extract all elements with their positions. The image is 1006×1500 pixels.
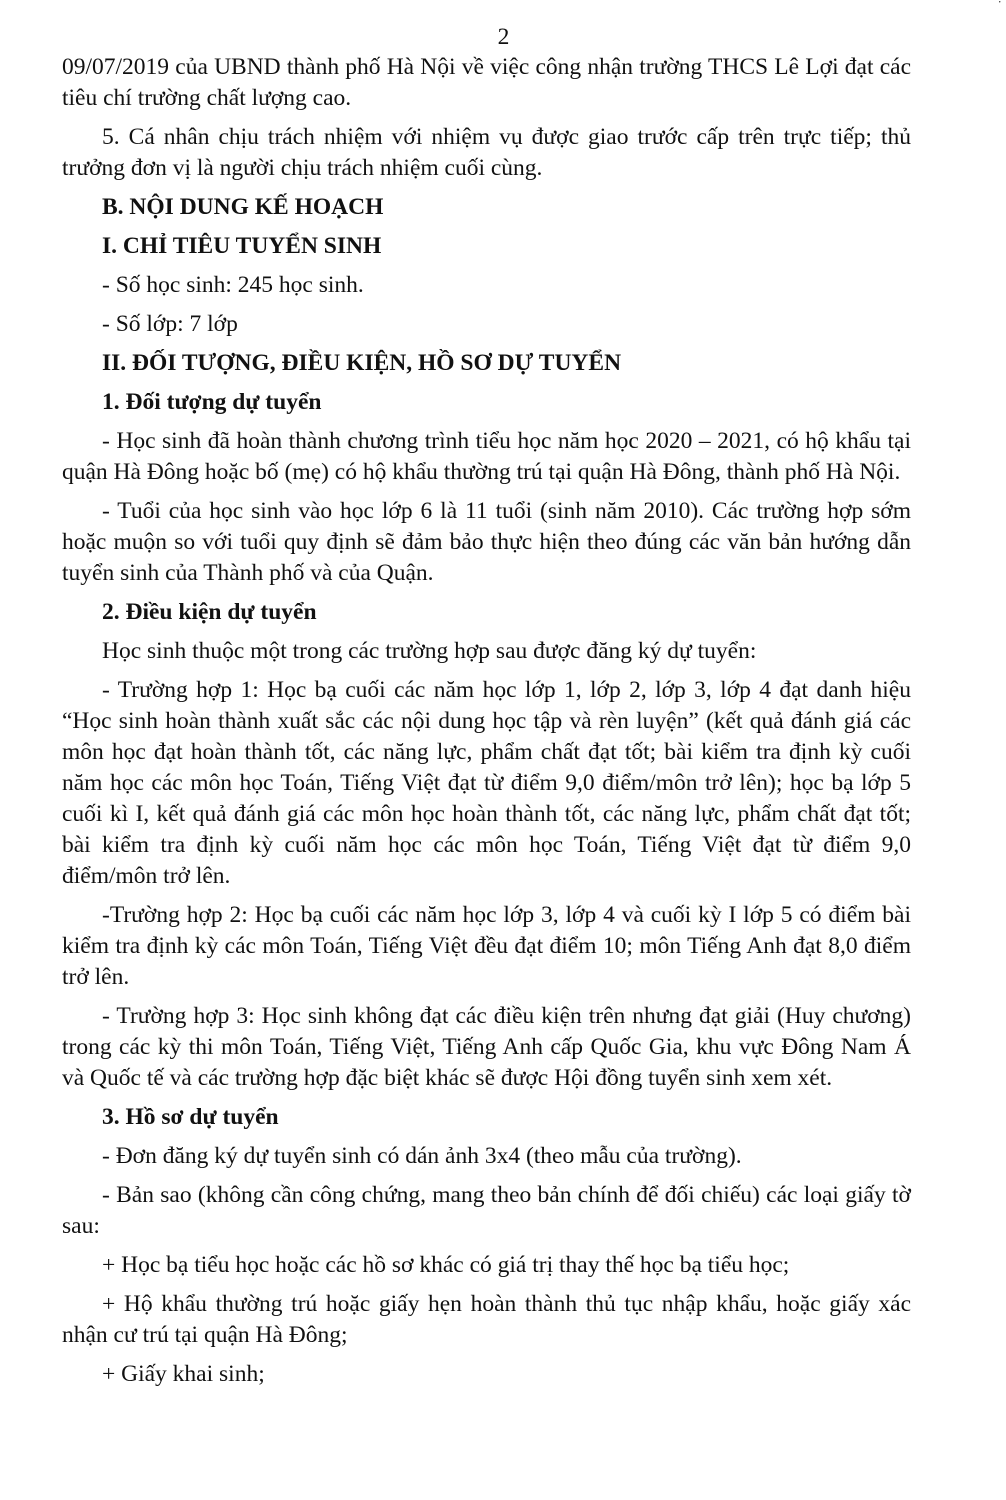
paragraph-doc-birth-certificate: + Giấy khai sinh;: [102, 1361, 265, 1387]
page-number: 2: [497, 24, 510, 50]
paragraph-applicant-residence: - Học sinh đã hoàn thành chương trình tiểu học năm học 2020 – 2021, có hộ khẩu tại quận Hà Đông hoặc bố (mẹ) có hộ khẩu thường trú tại quận Hà Đông, thành phố Hà Nội.: [62, 428, 911, 485]
paragraph-conditions-intro: Học sinh thuộc một trong các trường hợp sau được đăng ký dự tuyển:: [102, 638, 757, 664]
paragraph-responsibility: 5. Cá nhân chịu trách nhiệm với nhiệm vụ được giao trước cấp trên trực tiếp; thủ trưởng đơn vị là người chịu trách nhiệm cuối cùng.: [62, 124, 911, 181]
list-item-classes: - Số lớp: 7 lớp: [102, 311, 238, 337]
scan-mark: ˙: [997, 0, 1002, 14]
paragraph-doc-form: - Đơn đăng ký dự tuyển sinh có dán ảnh 3x4 (theo mẫu của trường).: [102, 1143, 742, 1169]
paragraph-case-3: - Trường hợp 3: Học sinh không đạt các điều kiện trên nhưng đạt giải (Huy chương) trong các kỳ thi môn Toán, Tiếng Việt, Tiếng Anh cấp Quốc Gia, khu vực Đông Nam Á và Quốc tế và các trường hợp đặc biệt khác sẽ được Hội đồng tuyển sinh xem xét.: [62, 1003, 911, 1091]
paragraph-doc-transcript: + Học bạ tiểu học hoặc các hồ sơ khác có giá trị thay thế học bạ tiểu học;: [102, 1252, 790, 1278]
paragraph-decision-ref: 09/07/2019 của UBND thành phố Hà Nội về việc công nhận trường THCS Lê Lợi đạt các tiêu chí trường chất lượng cao.: [62, 54, 911, 111]
heading-eligibility: II. ĐỐI TƯỢNG, ĐIỀU KIỆN, HỒ SƠ DỰ TUYỂN: [102, 350, 622, 376]
heading-target-applicants: 1. Đối tượng dự tuyển: [102, 389, 322, 415]
paragraph-doc-residence: + Hộ khẩu thường trú hoặc giấy hẹn hoàn thành thủ tục nhập khẩu, hoặc giấy xác nhận cư trú tại quận Hà Đông;: [62, 1291, 911, 1348]
paragraph-case-1: - Trường hợp 1: Học bạ cuối các năm học lớp 1, lớp 2, lớp 3, lớp 4 đạt danh hiệu “Học sinh hoàn thành xuất sắc các nội dung học tập và rèn luyện” (kết quả đánh giá các môn học đạt hoàn thành tốt, các năng lực, phẩm chất đạt tốt; bài kiểm tra định kỳ cuối năm học các môn học Toán, Tiếng Việt đạt từ điểm 9,0 điểm/môn trở lên); học bạ lớp 5 cuối kì I, kết quả đánh giá các môn học hoàn thành tốt, các năng lực, phẩm chất đạt tốt; bài kiểm tra định kỳ cuối năm học các môn học Toán, Tiếng Việt đạt từ điểm 9,0 điểm/môn trở lên.: [62, 677, 911, 889]
heading-enrollment-target: I. CHỈ TIÊU TUYỂN SINH: [102, 233, 382, 259]
paragraph-case-2: -Trường hợp 2: Học bạ cuối các năm học lớp 3, lớp 4 và cuối kỳ I lớp 5 có điểm bài kiểm tra định kỳ các môn Toán, Tiếng Việt đều đạt điểm 10; môn Tiếng Anh đạt 8,0 điểm trở lên.: [62, 902, 911, 990]
list-item-students: - Số học sinh: 245 học sinh.: [102, 272, 364, 298]
heading-conditions: 2. Điều kiện dự tuyển: [102, 599, 317, 625]
heading-application-docs: 3. Hồ sơ dự tuyển: [102, 1104, 279, 1130]
heading-section-b: B. NỘI DUNG KẾ HOẠCH: [102, 194, 384, 220]
paragraph-applicant-age: - Tuổi của học sinh vào học lớp 6 là 11 tuổi (sinh năm 2010). Các trường hợp sớm hoặc muộn so với tuổi quy định sẽ đảm bảo thực hiện theo đúng các văn bản hướng dẫn tuyển sinh của Thành phố và của Quận.: [62, 498, 911, 586]
paragraph-doc-copies: - Bản sao (không cần công chứng, mang theo bản chính để đối chiếu) các loại giấy tờ sau:: [62, 1182, 911, 1239]
